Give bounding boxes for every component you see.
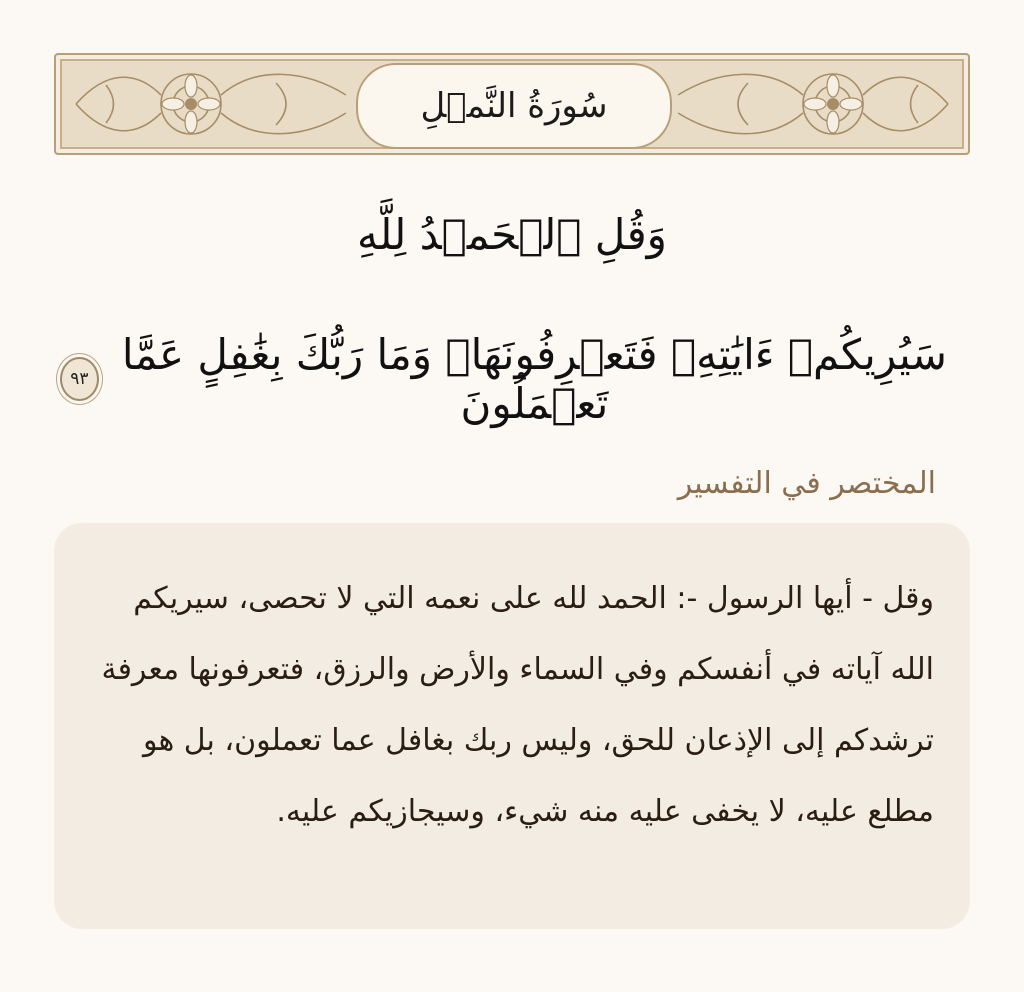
verse-line-2: [60, 330, 964, 428]
surah-title: سُورَةُ النَّمۡلِ: [420, 86, 608, 126]
tafsir-box: [54, 523, 970, 929]
verse-line-1: وَقُلِ ٱلۡحَمۡدُ لِلَّهِ: [357, 210, 667, 259]
tafsir-text: وقل - أيها الرسول -: الحمد لله على نعمه التي لا تحصى، سيريكم الله آياته في أنفسكم وفي السماء والأرض والرزق، فتعرفونها معرفة ترشدكم إلى الإذعان للحق، وليس ربك بغافل عما تعملون، بل هو مطلع عليه، لا يخفى عليه منه شيء، وسيجازيكم عليه.: [101, 581, 934, 829]
surah-header-banner: [54, 53, 970, 155]
surah-title-plate: [356, 63, 672, 149]
tafsir-label: المختصر في التفسير: [677, 466, 936, 501]
verse-line-2-text: سَيُرِيكُمۡ ءَايَٰتِهِۦ فَتَعۡرِفُونَهَاۚ وَمَا رَبُّكَ بِغَٰفِلٍ عَمَّا تَعۡمَلُونَ: [121, 330, 947, 428]
ayah-number-marker: ٩٣: [60, 357, 99, 401]
